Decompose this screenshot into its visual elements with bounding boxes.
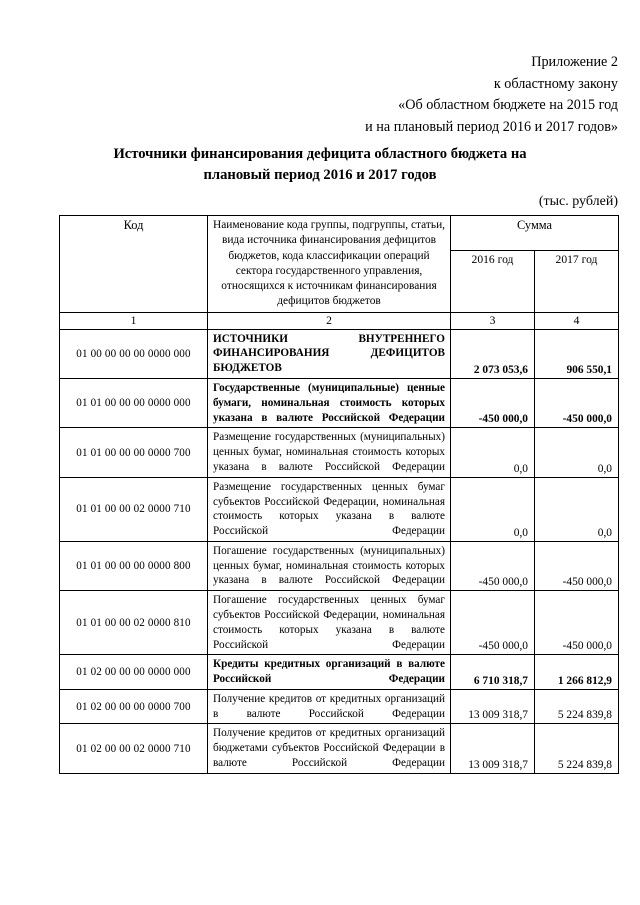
table-row — [60, 689, 619, 724]
appendix-line-2: к областному закону — [493, 75, 618, 92]
row-code: 01 01 00 00 00 0000 000 — [60, 379, 208, 428]
column-header-year-2016: 2016 год — [451, 251, 535, 313]
row-code: 01 02 00 00 00 0000 000 — [60, 655, 208, 690]
row-code: 01 02 00 00 00 0000 700 — [60, 689, 208, 724]
row-name: Погашение государственных (муниципальных) ценных бумаг, номинальная стоимость которых указана в валюте Российской Федерации — [208, 541, 451, 590]
column-number-4: 4 — [535, 312, 619, 329]
row-amount-2016: -450 000,0 — [451, 591, 535, 655]
page-title-line-1: Источники финансирования дефицита областного бюджета на — [113, 146, 527, 162]
row-code: 01 01 00 00 00 0000 800 — [60, 541, 208, 590]
row-amount-2017: 906 550,1 — [535, 329, 619, 378]
row-amount-2017: 5 224 839,8 — [535, 689, 619, 724]
row-amount-2016: 13 009 318,7 — [451, 689, 535, 724]
row-name: Получение кредитов от кредитных организаций в валюте Российской Федерации — [208, 689, 451, 724]
row-name: Получение кредитов от кредитных организаций бюджетами субъектов Российской Федерации в валюте Российской Федерации — [208, 724, 451, 773]
row-name: Размещение государственных (муниципальных) ценных бумаг, номинальная стоимость которых указана в валюте Российской Федерации — [208, 428, 451, 477]
table-head — [60, 216, 619, 330]
row-amount-2016: -450 000,0 — [451, 541, 535, 590]
table-row — [60, 541, 619, 590]
units-note: (тыс. рублей) — [538, 194, 618, 209]
row-amount-2016: 2 073 053,6 — [451, 329, 535, 378]
row-amount-2016: -450 000,0 — [451, 379, 535, 428]
table-row — [60, 379, 619, 428]
row-amount-2016: 13 009 318,7 — [451, 724, 535, 773]
row-name: Государственные (муниципальные) ценные бумаги, номинальная стоимость которых указана в валюте Российской Федерации — [208, 379, 451, 428]
table-row — [60, 428, 619, 477]
row-amount-2017: -450 000,0 — [535, 591, 619, 655]
column-header-code: Код — [60, 216, 208, 313]
row-amount-2017: 1 266 812,9 — [535, 655, 619, 690]
table-row — [60, 591, 619, 655]
row-name: Размещение государственных ценных бумаг субъектов Российской Федерации, номинальная стоимость которых указана в валюте Российской Федерации — [208, 477, 451, 541]
table-row — [60, 655, 619, 690]
row-amount-2016: 0,0 — [451, 428, 535, 477]
column-header-sum: Сумма — [451, 216, 619, 251]
page-title — [70, 144, 570, 185]
appendix-line-4: и на плановый период 2016 и 2017 годов» — [365, 118, 618, 135]
row-name: ИСТОЧНИКИ ВНУТРЕННЕГО ФИНАНСИРОВАНИЯ ДЕФИЦИТОВ БЮДЖЕТОВ — [208, 329, 451, 378]
table-header-row — [60, 216, 619, 251]
row-amount-2016: 0,0 — [451, 477, 535, 541]
row-code: 01 01 00 00 02 0000 810 — [60, 591, 208, 655]
column-number-1: 1 — [60, 312, 208, 329]
row-amount-2017: -450 000,0 — [535, 541, 619, 590]
row-amount-2017: 5 224 839,8 — [535, 724, 619, 773]
row-amount-2017: 0,0 — [535, 477, 619, 541]
table-row — [60, 477, 619, 541]
column-number-row — [60, 312, 619, 329]
appendix-line-3: «Об областном бюджете на 2015 год — [398, 97, 618, 114]
table-row — [60, 329, 619, 378]
table-body — [60, 329, 619, 773]
column-number-2: 2 — [208, 312, 451, 329]
appendix-line-1: Приложение 2 — [531, 54, 618, 70]
row-amount-2017: -450 000,0 — [535, 379, 619, 428]
column-header-name: Наименование кода группы, подгруппы, статьи, вида источника финансирования дефицитов бюджетов, кода классификации операций сектора государственного управления, относящихся к источникам финансирования дефицитов бюджетов — [208, 216, 451, 313]
row-name: Погашение государственных ценных бумаг субъектов Российской Федерации, номинальная стоимость которых указана в валюте Российской Федерации — [208, 591, 451, 655]
table-row — [60, 724, 619, 773]
row-amount-2017: 0,0 — [535, 428, 619, 477]
column-number-3: 3 — [451, 312, 535, 329]
row-code: 01 01 00 00 02 0000 710 — [60, 477, 208, 541]
page-title-line-2: плановый период 2016 и 2017 годов — [203, 166, 437, 183]
appendix-reference — [198, 52, 618, 138]
row-amount-2016: 6 710 318,7 — [451, 655, 535, 690]
row-code: 01 00 00 00 00 0000 000 — [60, 329, 208, 378]
column-header-year-2017: 2017 год — [535, 251, 619, 313]
row-code: 01 01 00 00 00 0000 700 — [60, 428, 208, 477]
row-code: 01 02 00 00 02 0000 710 — [60, 724, 208, 773]
row-name: Кредиты кредитных организаций в валюте Российской Федерации — [208, 655, 451, 690]
budget-sources-table — [59, 215, 619, 774]
